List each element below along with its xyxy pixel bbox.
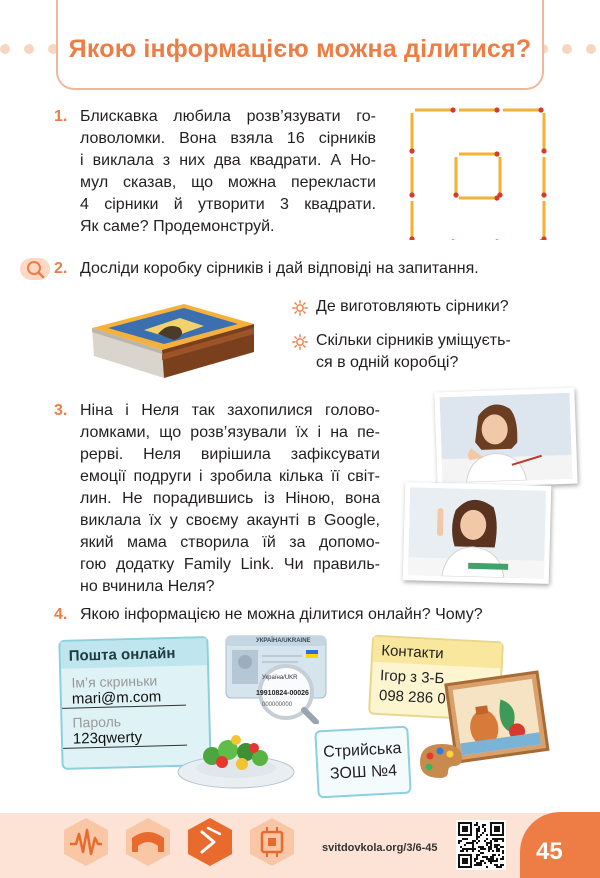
palette-icon: [414, 740, 464, 780]
task3-line-9: но вчинила Неля?: [80, 578, 215, 595]
matchbox-illustration: [84, 294, 260, 382]
task-4-number: 4.: [54, 606, 68, 623]
task1-line-6: Як саме? Продемонструй.: [80, 218, 275, 235]
chip-hex-icon: [246, 816, 298, 868]
card-school: [314, 726, 411, 799]
mailbox-label: Ім’я скриньки: [71, 672, 158, 691]
contact-name: Ігор з 3-Б: [379, 667, 445, 688]
match-head: [450, 239, 455, 240]
id-card-country: УКРАЇНА/UKRAINE: [256, 638, 311, 644]
match-head: [409, 148, 414, 153]
match-head: [409, 236, 414, 240]
code-hex-icon: [184, 816, 236, 868]
mailbox-value: mari@m.com: [62, 688, 186, 709]
task-1-text: [80, 106, 376, 238]
match-head: [453, 192, 458, 197]
task3-line-5: лин. Не порадившись із Ніною, вона: [80, 490, 380, 507]
id-card-name: Україна/UKR: [262, 675, 298, 681]
task1-line-1: Блискавка любила розв’язувати го-: [80, 108, 376, 125]
mail-card-header: Пошта онлайн: [60, 638, 207, 669]
girl-thinking-image: [440, 393, 573, 483]
school-number: ЗОШ №4: [329, 762, 398, 783]
footer-url[interactable]: svitdovkola.org/3/6-45: [322, 842, 438, 854]
task1-line-5: 4 сірники й утворити 3 квадрати.: [80, 196, 376, 213]
photo-girl-idea: [403, 482, 552, 584]
match-head: [409, 192, 414, 197]
id-card-number: 19910824-00026: [256, 690, 309, 697]
task-1-number: 1.: [54, 108, 68, 125]
photo-girl-thinking: [434, 388, 577, 489]
contacts-card-header: Контакти: [373, 637, 502, 669]
sun-bullet-icon: [292, 300, 308, 316]
bullet-2-text: [316, 330, 566, 374]
bullet-2-line-2: ся в одній коробці?: [316, 354, 459, 371]
task3-line-3: рерві. Неля вирішила зафіксувати: [80, 446, 380, 463]
salad-plate-illustration: [176, 728, 296, 790]
match-head: [450, 107, 455, 112]
task-3-number: 3.: [54, 402, 68, 419]
school-name: Стрийська: [322, 739, 402, 762]
page-number: 45: [536, 838, 563, 865]
task3-line-7: який мама створила їй за допомо-: [80, 534, 380, 551]
task3-line-6: виклала їх у своєму акаунті в Google,: [80, 512, 380, 529]
task3-line-4: емоції подруги і зробила кілька її світ-: [80, 468, 380, 485]
match-head: [541, 192, 546, 197]
password-value: 123qwerty: [63, 728, 187, 749]
task-3-text: [80, 400, 380, 598]
match-head: [494, 151, 499, 156]
match-head: [541, 148, 546, 153]
bridge-hex-icon: [122, 816, 174, 868]
match-head: [494, 239, 499, 240]
sun-bullet-icon: [292, 334, 308, 350]
task-2-number: 2.: [54, 260, 68, 277]
magnifier-icon: [20, 256, 50, 282]
matches-puzzle-illustration: [406, 104, 552, 240]
match-head: [497, 192, 502, 197]
page-title: Якою інформацією можна ділитися?: [68, 35, 532, 63]
password-label: Пароль: [72, 713, 122, 731]
task3-line-2: ломками, що розв’язували їх і на пе-: [80, 424, 380, 441]
sound-wave-hex-icon: [60, 816, 112, 868]
id-card-serial: 000000000: [262, 702, 293, 708]
task1-line-4: мул сказав, що можна перекласти: [80, 174, 376, 191]
bullet-2-line-1: Скільки сірників уміщуєть-: [316, 332, 511, 349]
match-head: [494, 107, 499, 112]
match-head: [541, 236, 546, 240]
task-2-text: Досліди коробку сірників і дай відповіді на запитання.: [80, 260, 479, 277]
task3-line-1: Ніна і Неля так захопилися голово-: [80, 402, 380, 419]
qr-code[interactable]: [456, 820, 506, 870]
task1-line-3: і виклала з них два квадрати. А Но-: [80, 152, 376, 169]
bullet-1-text: Де виготовляють сірники?: [316, 298, 509, 315]
task1-line-2: ловоломки. Вона взяла 16 сірників: [80, 130, 376, 147]
task3-line-8: гою додатку Family Link. Чи правиль-: [80, 556, 380, 573]
contact-phone: 098 286 0: [378, 687, 447, 708]
girl-idea-image: [408, 487, 546, 579]
match-head: [538, 107, 543, 112]
task-4-text: Якою інформацією не можна ділитися онлайн? Чому?: [80, 606, 483, 623]
